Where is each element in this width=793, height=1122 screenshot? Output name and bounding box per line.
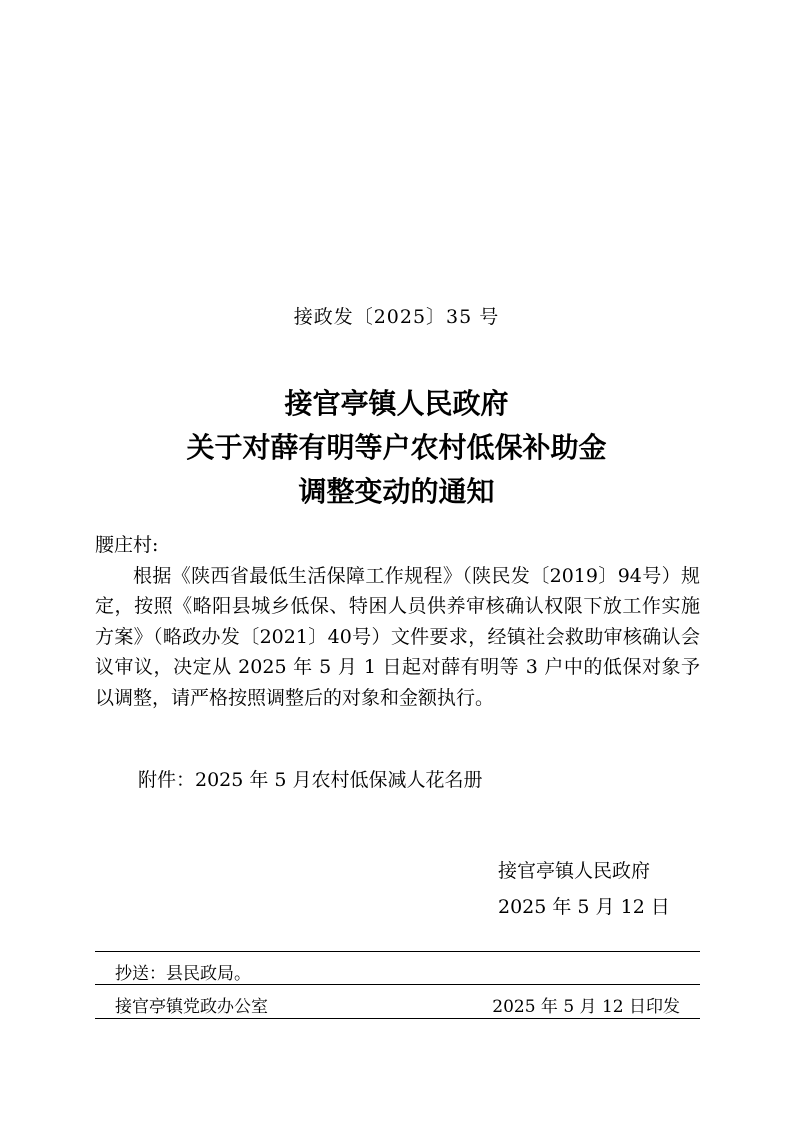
document-body	[95, 530, 700, 713]
title-line-2: 关于对薛有明等户农村低保补助金	[186, 431, 607, 464]
print-date: 2025 年 5 月 12 日印发	[492, 997, 680, 1017]
document-title	[0, 382, 793, 514]
cc-line: 抄送：县民政局。	[115, 964, 251, 984]
body-paragraph: 根据《陕西省最低生活保障工作规程》（陕民发〔2019〕94号）规定，按照《略阳县城乡低保、特困人员供养审核确认权限下放工作实施方案》（略政办发〔2021〕40号）文件要求，经镇社会救助审核确认会议审议，决定从 2025 年 5 月 1 日起对薛有明等 3 户中的低保对象予以调整，请严格按照调整后的对象和金额执行。	[95, 564, 700, 709]
footer-rule-middle	[95, 984, 700, 985]
signature-block	[498, 853, 670, 925]
signature-organization: 接官亭镇人民政府	[498, 860, 651, 882]
signature-date: 2025 年 5 月 12 日	[498, 896, 670, 918]
footer-rule-top	[95, 951, 700, 952]
issuing-office: 接官亭镇党政办公室	[115, 997, 268, 1017]
attachment-note: 附件：2025 年 5 月农村低保减人花名册	[138, 769, 483, 791]
title-line-3: 调整变动的通知	[298, 475, 495, 508]
footer-rule-bottom	[95, 1018, 700, 1019]
recipient: 腰庄村:	[95, 534, 159, 556]
document-number: 接政发〔2025〕35 号	[293, 306, 500, 328]
title-line-1: 接官亭镇人民政府	[284, 387, 509, 420]
